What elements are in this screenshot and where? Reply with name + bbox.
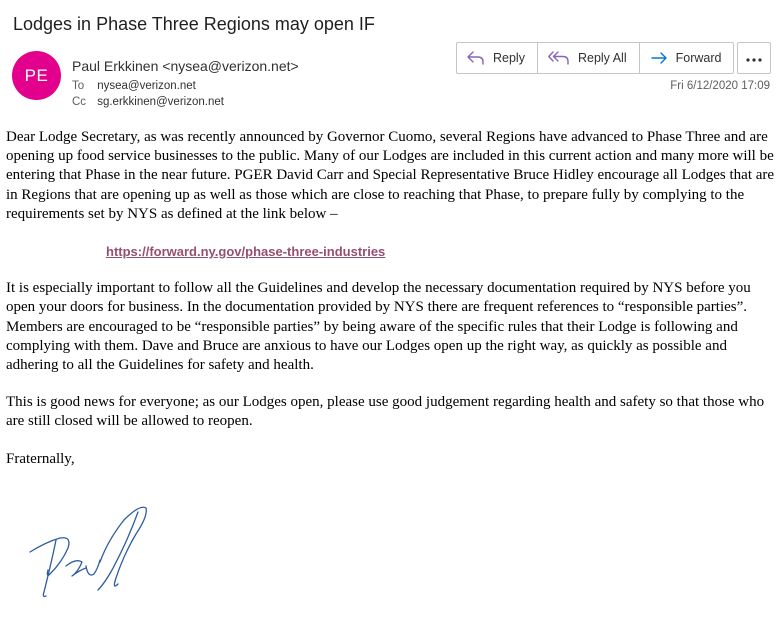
cc-label: Cc — [72, 96, 87, 108]
reply-all-button[interactable] — [538, 43, 640, 73]
more-actions-button[interactable] — [737, 42, 771, 74]
body-paragraph: Dear Lodge Secretary, as was recently announced by Governor Cuomo, several Regions have advanced to Phase Three and are opening up food service businesses to the public. Many of our Lodges are included in this current action and many more will be entering that Phase in the near future. PGER David Carr and Special Representative Bruce Hidley encourage all Lodges that are in Regions that are opening up as well as those which are close to reaching that Phase, to prepare fully by complying to the requirements set by NYS as defined at the link below – — [6, 129, 775, 222]
link-paragraph — [6, 242, 776, 261]
forward-label: Forward — [675, 51, 722, 65]
cc-recipient[interactable]: sg.erkkinen@verizon.net — [97, 96, 224, 108]
more-ellipsis-icon — [746, 49, 762, 67]
handwritten-signature-image — [28, 500, 158, 605]
to-row — [72, 80, 196, 92]
sent-date: Fri 6/12/2020 17:09 — [670, 80, 770, 92]
body-paragraph: It is especially important to follow all the Guidelines and develop the necessary documentation required by NYS before you open your doors for business. In the documentation provided by NYS there are frequent references to “responsible parties”. Members are encouraged to be “responsible parties” by being aware of the specific rules that their Lodge is following and complying with them. Dave and Bruce are anxious to have our Lodges open up the right way, as quickly as possible and adhering to all the Guidelines for safety and health. — [6, 280, 751, 374]
reply-arrow-icon — [467, 51, 485, 65]
sender-avatar[interactable] — [12, 51, 61, 100]
message-actions — [456, 42, 734, 74]
avatar-initials: PE — [24, 65, 49, 85]
body-paragraph: This is good news for everyone; as our Lodges open, please use good judgement regarding health and safety so that those who are still closed will be allowed to reopen. — [6, 394, 765, 430]
to-recipient[interactable]: nysea@verizon.net — [97, 80, 196, 92]
phase-three-link[interactable]: https://forward.ny.gov/phase-three-industries — [106, 244, 386, 260]
closing-line: Fraternally, — [6, 450, 75, 467]
to-label: To — [72, 80, 85, 92]
forward-button[interactable] — [640, 43, 734, 73]
reply-label: Reply — [493, 51, 525, 65]
reply-all-arrow-icon — [548, 51, 570, 65]
forward-arrow-icon — [650, 51, 668, 65]
reply-all-label: Reply All — [577, 51, 627, 65]
cc-row — [72, 96, 224, 108]
reply-button[interactable] — [457, 43, 538, 73]
email-subject: Lodges in Phase Three Regions may open IF — [13, 14, 375, 34]
sender-name[interactable]: Paul Erkkinen <nysea@verizon.net> — [72, 58, 299, 74]
message-body — [6, 128, 776, 487]
